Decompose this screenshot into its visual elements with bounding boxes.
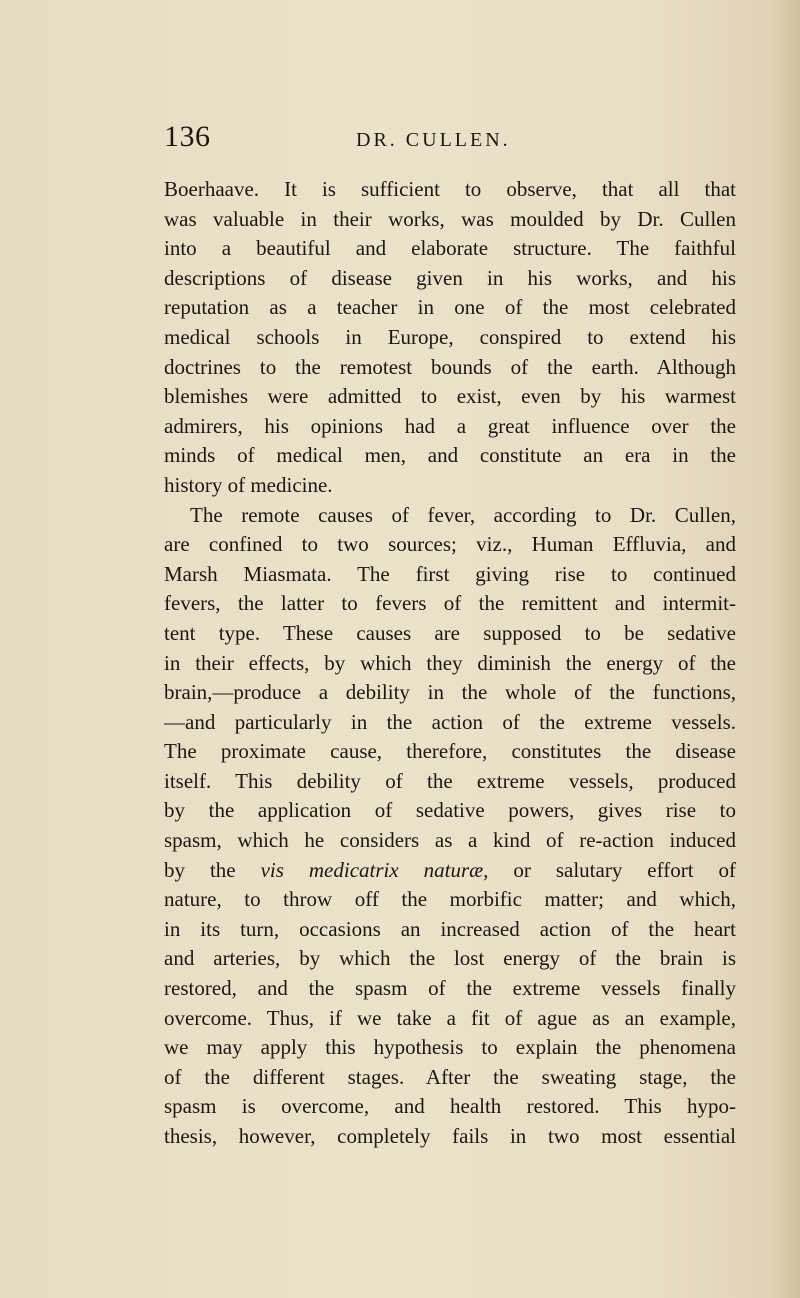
text-line: medical schools in Europe, conspired to extend his — [164, 324, 736, 349]
text-line: reputation as a teacher in one of the most celebrated — [164, 295, 736, 320]
text-line: The proximate cause, therefore, constitutes the disease — [164, 739, 736, 764]
text-line: tent type. These causes are supposed to be sedative — [164, 620, 736, 645]
text-line-paragraph-end: history of medicine. — [164, 472, 333, 497]
text-line: Marsh Miasmata. The first giving rise to continued — [164, 561, 736, 586]
line-prefix: by the — [164, 857, 261, 882]
text-line: overcome. Thus, if we take a fit of ague as an example, — [164, 1005, 736, 1030]
latin-phrase: vis medicatrix naturæ, — [260, 857, 489, 882]
text-line: doctrines to the remotest bounds of the earth. Although — [164, 354, 736, 379]
text-line: of the different stages. After the sweating stage, the — [164, 1064, 736, 1089]
text-line: descriptions of disease given in his works, and his — [164, 265, 736, 290]
text-line: and arteries, by which the lost energy of the brain is — [164, 946, 736, 971]
text-line: itself. This debility of the extreme vessels, produced — [164, 768, 736, 793]
text-line: in its turn, occasions an increased action of the heart — [164, 916, 736, 941]
text-line-latin — [164, 856, 736, 886]
text-line: we may apply this hypothesis to explain the phenomena — [164, 1035, 736, 1060]
text-line: was valuable in their works, was moulded by Dr. Cullen — [164, 206, 736, 231]
page-header — [0, 120, 800, 160]
text-line: blemishes were admitted to exist, even by his warmest — [164, 384, 736, 409]
page-edge-stain — [770, 0, 800, 1298]
text-line: —and particularly in the action of the extreme vessels. — [164, 709, 736, 734]
text-line: admirers, his opinions had a great influence over the — [164, 413, 736, 438]
text-line: thesis, however, completely fails in two most essential — [164, 1124, 736, 1148]
text-line: in their effects, by which they diminish the energy of the — [164, 650, 736, 675]
text-line-paragraph-start: The remote causes of fever, according to Dr. Cullen, — [190, 502, 736, 527]
text-line: spasm is overcome, and health restored. This hypo- — [164, 1094, 736, 1119]
text-line: are confined to two sources; viz., Human Effluvia, and — [164, 532, 736, 557]
text-line: by the application of sedative powers, gives rise to — [164, 798, 736, 823]
line-suffix: or salutary effort of — [488, 857, 736, 882]
running-title: DR. CULLEN. — [356, 129, 511, 151]
text-line: fevers, the latter to fevers of the remittent and intermit- — [164, 591, 736, 616]
text-line: brain,—produce a debility in the whole of the functions, — [164, 680, 736, 705]
text-line: nature, to throw off the morbific matter; and which, — [164, 887, 736, 912]
text-line: into a beautiful and elaborate structure. The faithful — [164, 236, 736, 261]
text-line: Boerhaave. It is sufficient to observe, that all that — [164, 177, 736, 201]
text-line: spasm, which he considers as a kind of re-action induced — [164, 828, 736, 853]
text-line: minds of medical men, and constitute an era in the — [164, 443, 736, 468]
text-line: restored, and the spasm of the extreme vessels finally — [164, 976, 736, 1001]
body-text — [164, 175, 736, 1152]
page-number: 136 — [164, 120, 211, 153]
